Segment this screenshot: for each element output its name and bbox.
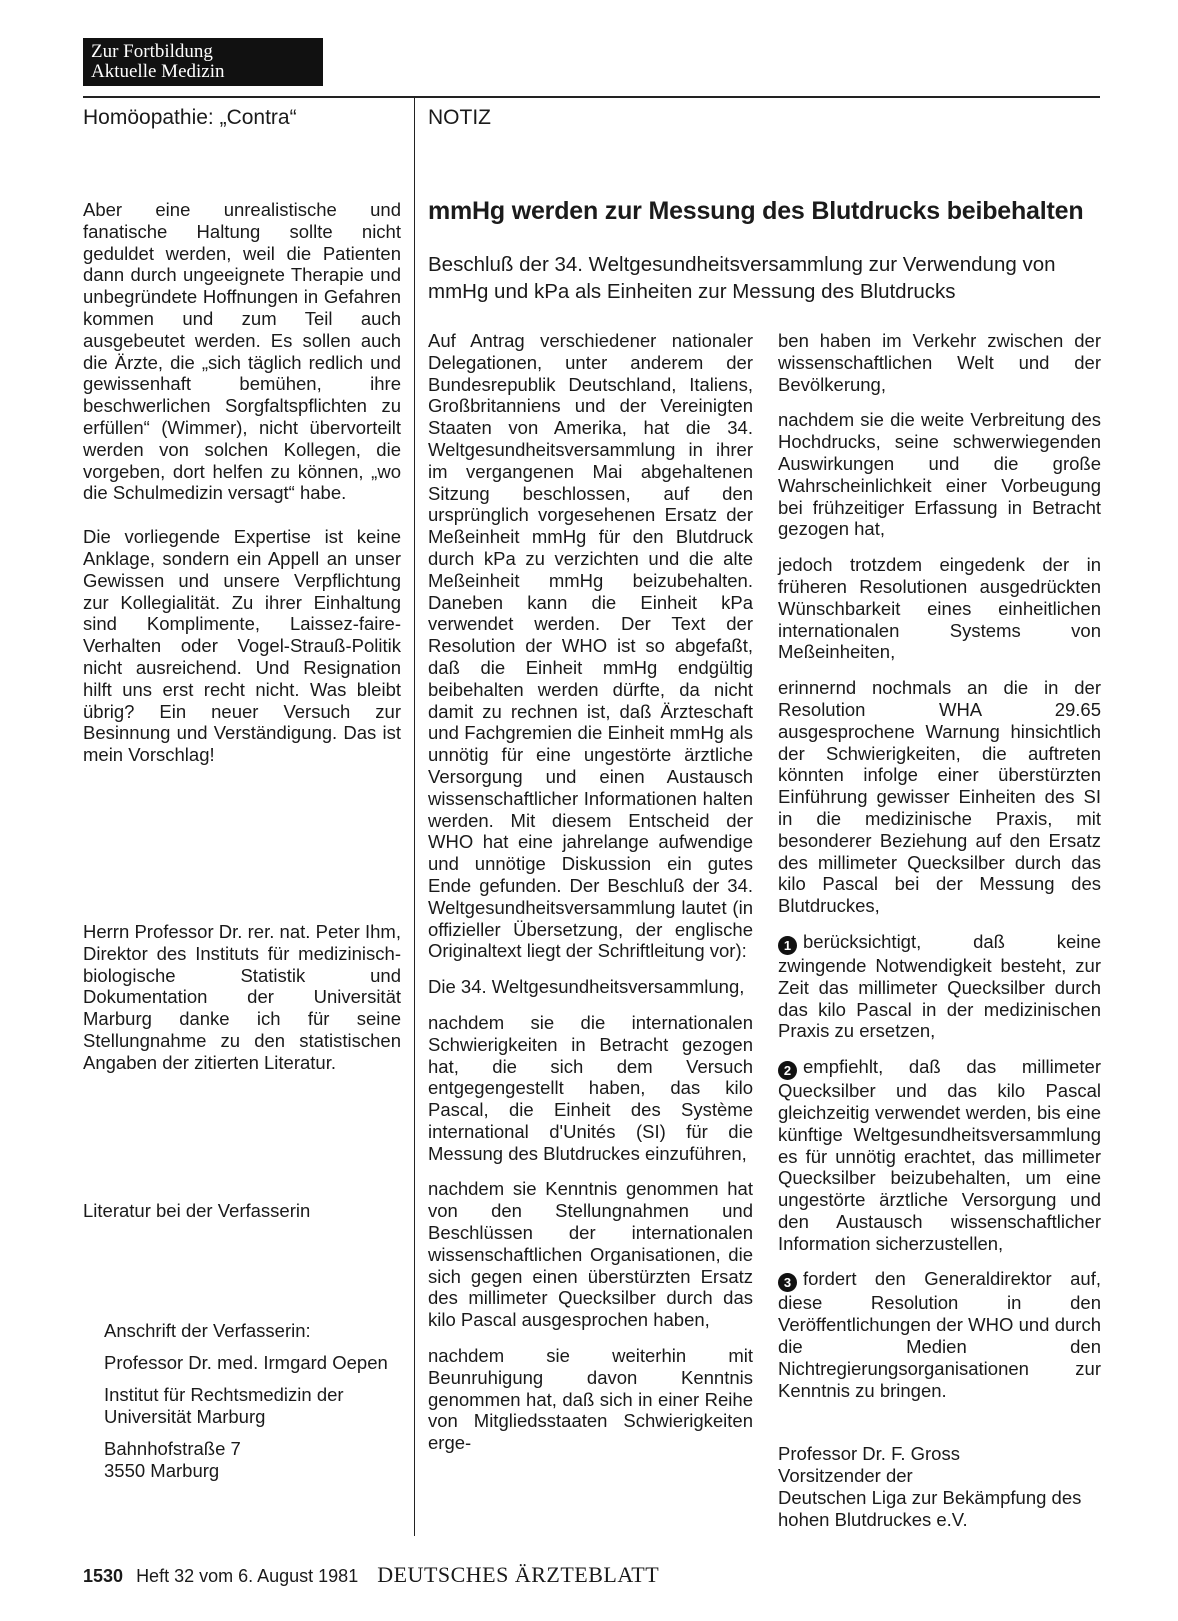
right-column-body bbox=[778, 330, 1101, 1401]
institute-line1: Institut für Rechtsmedizin der bbox=[104, 1384, 344, 1405]
article-paragraph: nachdem sie weiterhin mit Beunruhigung davon Kenntnis genommen hat, daß sich in einer Reihe von Mitgliedsstaaten Schwierigkeiten erge- bbox=[428, 1345, 753, 1454]
article-paragraph: nachdem sie die weite Verbreitung des Hochdrucks, seine schwerwiegenden Auswirkungen und die große Wahrscheinlichkeit einer Vorbeugung bei frühzeitiger Erfassung in Betracht gezogen hat, bbox=[778, 409, 1101, 540]
signature-line: Professor Dr. F. Gross bbox=[778, 1443, 960, 1464]
page-number: 1530 bbox=[83, 1566, 124, 1586]
acknowledgement-text: Herrn Professor Dr. rer. nat. Peter Ihm, Direktor des Instituts für medizinisch-biologische Statistik und Dokumentation der Universität Marburg danke ich für seine Stellungnahme zu den statistischen Angaben der zitierten Literatur. bbox=[83, 921, 401, 1073]
address-label: Anschrift der Verfasserin: bbox=[104, 1320, 311, 1341]
numbered-item bbox=[778, 1056, 1101, 1254]
top-rule bbox=[83, 96, 1100, 98]
right-running-head: NOTIZ bbox=[428, 106, 491, 129]
numbered-item-text: berücksichtigt, daß keine zwingende Notwendigkeit besteht, zur Zeit das millimeter Quecksilber durch das kilo Pascal in der medizinischen Praxis zu ersetzen, bbox=[778, 930, 1101, 1042]
article-subtitle: Beschluß der 34. Weltgesundheitsversammlung zur Verwendung von mmHg und kPa als Einheiten zur Messung des Blutdrucks bbox=[428, 253, 1056, 303]
left-paragraph: Aber eine unrealistische und fanatische Haltung sollte nicht geduldet werden, weil die Patienten dann durch ungeeignete Therapie und unbegründete Hoffnungen in Gefahren kommen und zum Teil auch ausgebeutet werden. Es sollen auch die Ärzte, die „sich täglich redlich und gewissenhaft bemühen, ihre beschwerlichen Sorgfaltspflichten zu erfüllen“ (Wimmer), nicht übervorteilt werden von solchen Kollegen, die vorgeben, dort helfen zu können, „wo die Schulmedizin versagt“ habe. bbox=[83, 199, 401, 504]
numbered-item-text: fordert den Generaldirektor auf, diese Resolution in den Veröffentlichungen der WHO und durch die Medien den Nichtregierungsorganisationen zur Kenntnis zu bringen. bbox=[778, 1268, 1101, 1401]
number-badge: 1 bbox=[778, 936, 797, 955]
article-title: mmHg werden zur Messung des Blutdrucks beibehalten bbox=[428, 197, 1084, 225]
column-divider bbox=[414, 96, 415, 1536]
author-name: Professor Dr. med. Irmgard Oepen bbox=[104, 1352, 388, 1373]
literature-note bbox=[83, 1200, 310, 1222]
left-paragraph: Die vorliegende Expertise ist keine Anklage, sondern ein Appell an unser Gewissen und unsere Verpflichtung zur Kollegialität. Zu ihrer Einhaltung sind Komplimente, Laissez-faire-Verhalten oder Vogel-Strauß-Politik nicht ausreichend. Und Resignation hilft uns erst recht nicht. Was bleibt übrig? Ein neuer Versuch zur Besinnung und Verständigung. Das ist mein Vorschlag! bbox=[83, 526, 401, 766]
number-badge: 2 bbox=[778, 1061, 797, 1080]
article-paragraph: nachdem sie Kenntnis genommen hat von den Stellungnahmen und Beschlüssen der internationalen wissenschaftlichen Organisationen, die sich gegen einen überstürzten Ersatz des millimeter Quecksilber durch das kilo Pascal ausgesprochen haben, bbox=[428, 1178, 753, 1331]
signature-line: Vorsitzender der bbox=[778, 1465, 913, 1486]
page-footer bbox=[83, 1562, 659, 1588]
article-paragraph: Auf Antrag verschiedener nationaler Delegationen, unter anderem der Bundesrepublik Deutschland, Italiens, Großbritanniens und der Vereinigten Staaten von Amerika, hat die 34. Weltgesundheitsversammlung in ihrer im vergangenen Mai abgehaltenen Sitzung beschlossen, auf den ursprünglich vorgesehenen Ersatz der Meßeinheit mmHg für den Blutdruck durch kPa zu verzichten und die alte Meßeinheit mmHg beizubehalten. Daneben kann die Einheit kPa verwendet werden. Der Text der Resolution der WHO ist so abgefaßt, daß die Einheit mmHg endgültig beibehalten werden dürfte, da nicht damit zu rechnen ist, daß Ärzteschaft und Fachgremien die Einheit mmHg als unnötig für eine ungestörte ärztliche Versorgung und einen Austausch wissenschaftlicher Informationen halten werden. Mit diesem Entscheid der WHO hat eine jahrelange aufwendige und unnötige Diskussion ein gutes Ende gefunden. Der Beschluß der 34. Weltgesundheitsversammlung lautet (in offizieller Übersetzung, der englische Originaltext liegt der Schriftleitung vor): bbox=[428, 330, 753, 962]
article-paragraph: jedoch trotzdem eingedenk der in früheren Resolutionen ausgedrückten Wünschbarkeit eines einheitlichen internationalen Systems von Meßeinheiten, bbox=[778, 554, 1101, 663]
literature-note-text: Literatur bei der Verfasserin bbox=[83, 1200, 311, 1221]
signature-line: hohen Blutdruckes e.V. bbox=[778, 1509, 968, 1530]
signature-block bbox=[778, 1443, 1081, 1531]
issue-info: Heft 32 vom 6. August 1981 bbox=[136, 1566, 359, 1586]
acknowledgement bbox=[83, 921, 401, 1074]
numbered-item-text: empfiehlt, daß das millimeter Quecksilber und das kilo Pascal gleichzeitig verwendet werden, bis eine künftige Weltgesundheitsversammlung es für unnötig erachtet, das millimeter Quecksilber beizubehalten, um eine ungestörte ärztliche Versorgung und den Austausch wissenschaftlicher Information sicherzustellen, bbox=[778, 1056, 1101, 1254]
section-label-box bbox=[83, 38, 323, 86]
city: 3550 Marburg bbox=[104, 1460, 220, 1481]
street: Bahnhofstraße 7 bbox=[104, 1438, 241, 1459]
number-badge: 3 bbox=[778, 1273, 797, 1292]
numbered-item bbox=[778, 931, 1101, 1042]
middle-column-body bbox=[428, 330, 753, 1454]
left-column-body bbox=[83, 199, 401, 766]
article-paragraph: Die 34. Weltgesundheitsversammlung, bbox=[428, 976, 745, 998]
article-paragraph: erinnernd nochmals an die in der Resolution WHA 29.65 ausgesprochene Warnung hinsichtlich der Schwierigkeiten, die auftreten könnten infolge einer überstürzten Einführung gewisser Einheiten des SI in die medizinische Praxis, mit besonderer Beziehung auf den Ersatz des millimeter Quecksilber durch das kilo Pascal bei der Messung des Blutdruckes, bbox=[778, 677, 1101, 917]
left-running-head: Homöopathie: „Contra“ bbox=[83, 106, 297, 129]
author-address bbox=[104, 1320, 388, 1482]
section-label-line2: Aktuelle Medizin bbox=[91, 61, 225, 82]
section-label-line1: Zur Fortbildung bbox=[91, 41, 213, 62]
article-paragraph: ben haben im Verkehr zwischen der wissenschaftlichen Welt und der Bevölkerung, bbox=[778, 330, 1101, 395]
journal-name: DEUTSCHES ÄRZTEBLATT bbox=[377, 1562, 660, 1587]
signature-line: Deutschen Liga zur Bekämpfung des bbox=[778, 1487, 1082, 1508]
institute-line2: Universität Marburg bbox=[104, 1406, 266, 1427]
article-paragraph: nachdem sie die internationalen Schwierigkeiten in Betracht gezogen hat, die sich dem Versuch entgegengestellt haben, das kilo Pascal, die Einheit des Système international d'Unités (SI) für die Messung des Blutdruckes einzuführen, bbox=[428, 1011, 753, 1164]
numbered-item bbox=[778, 1268, 1101, 1401]
